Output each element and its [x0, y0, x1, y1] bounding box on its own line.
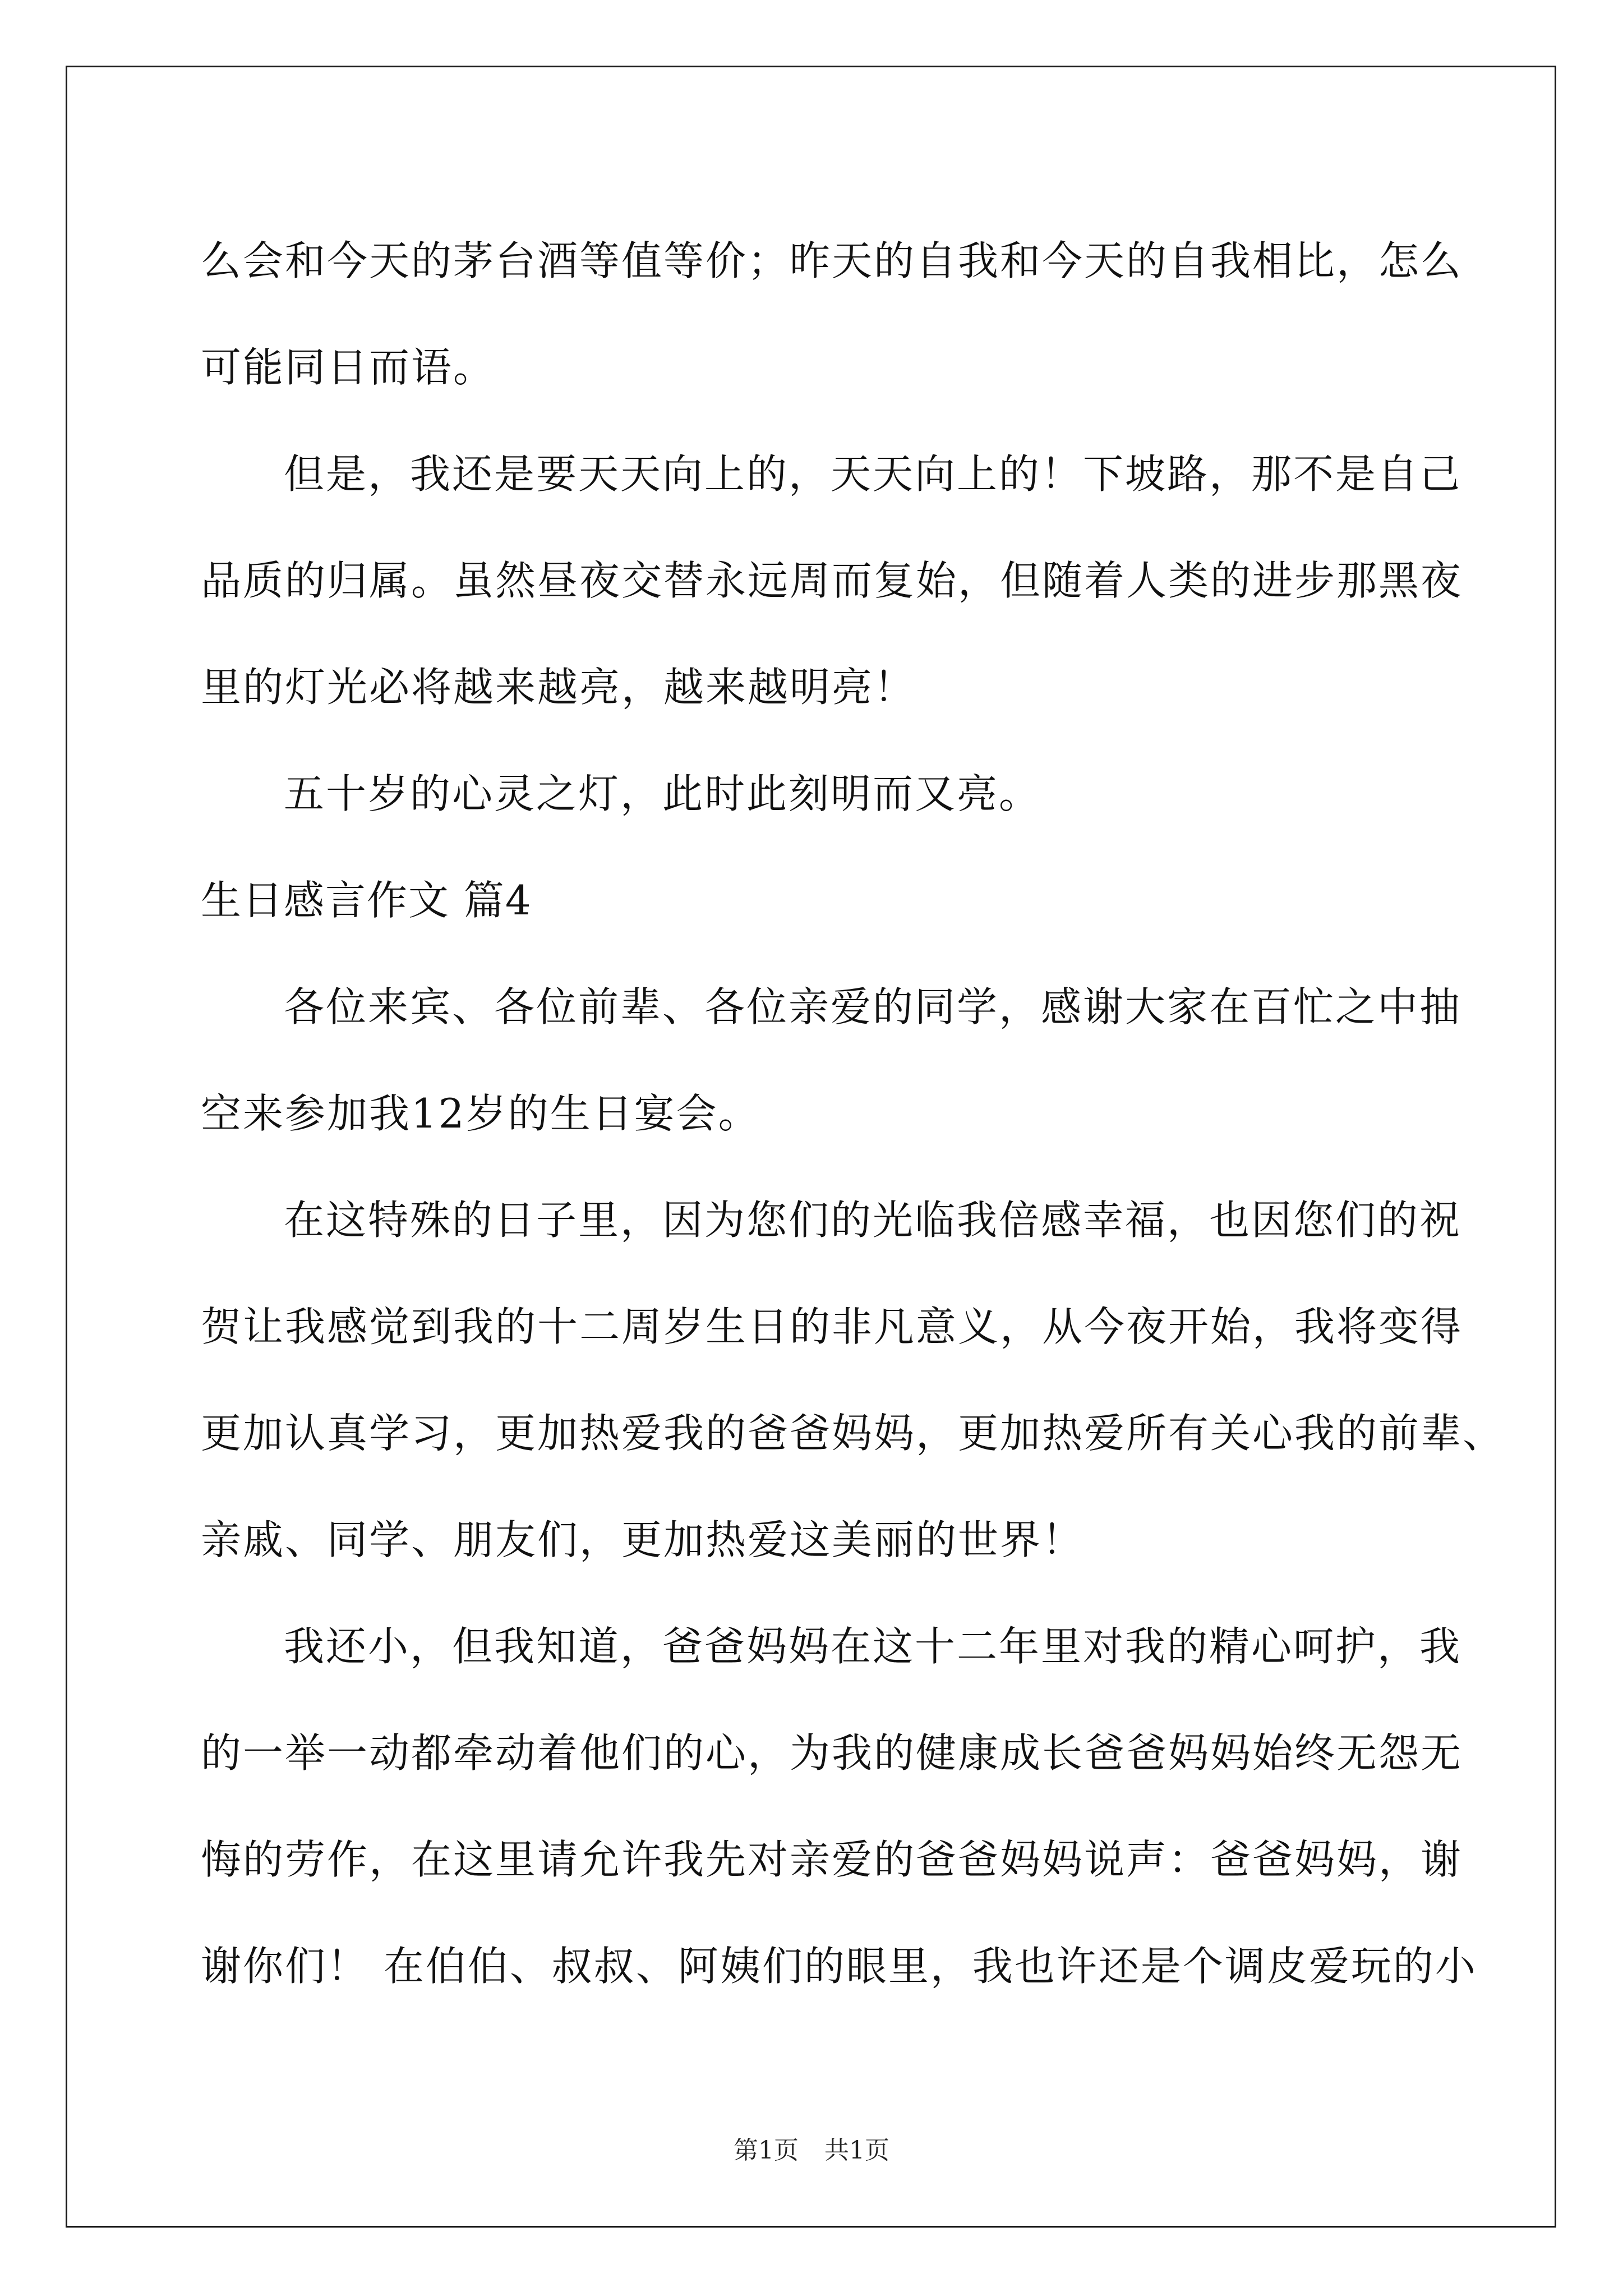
text-line: 五十岁的心灵之灯，此时此刻明而又亮。 — [284, 770, 1041, 817]
text-line: 亲戚、同学、朋友们，更加热爱这美丽的世界！ — [201, 1516, 1085, 1563]
text-line: 各位来宾、各位前辈、各位亲爱的同学，感谢大家在百忙之中抽 — [284, 983, 1462, 1030]
text-line: 空来参加我12岁的生日宴会。 — [201, 1090, 760, 1137]
text-line: 的一举一动都牵动着他们的心，为我的健康成长爸爸妈妈始终无怨无 — [201, 1729, 1463, 1777]
text-line: 可能同日而语。 — [201, 344, 496, 391]
text-line: 品质的归属。虽然昼夜交替永远周而复始，但随着人类的进步那黑夜 — [201, 557, 1463, 604]
text-line: 在这特殊的日子里，因为您们的光临我倍感幸福，也因您们的祝 — [284, 1197, 1462, 1244]
text-line: 悔的劳作，在这里请允许我先对亲爱的爸爸妈妈说声：爸爸妈妈，谢 — [201, 1836, 1463, 1883]
page-number: 第1页 — [734, 2136, 799, 2165]
page-total: 共1页 — [824, 2136, 889, 2165]
text-line: 更加认真学习，更加热爱我的爸爸妈妈，更加热爱所有关心我的前辈、 — [201, 1410, 1505, 1457]
text-line: 么会和今天的茅台酒等值等价；昨天的自我和今天的自我相比，怎么 — [201, 237, 1463, 284]
text-line: 但是，我还是要天天向上的，天天向上的！下坡路，那不是自己 — [284, 450, 1462, 498]
section-heading: 生日感言作文 篇4 — [201, 877, 532, 924]
text-line: 贺让我感觉到我的十二周岁生日的非凡意义，从今夜开始，我将变得 — [201, 1303, 1463, 1350]
text-line: 我还小，但我知道，爸爸妈妈在这十二年里对我的精心呵护，我 — [284, 1623, 1462, 1670]
page-footer — [0, 2134, 1623, 2168]
text-line: 谢你们！ 在伯伯、叔叔、阿姨们的眼里，我也许还是个调皮爱玩的小 — [201, 1943, 1477, 1990]
text-line: 里的灯光必将越来越亮，越来越明亮！ — [201, 664, 916, 711]
document-body — [201, 208, 1505, 2019]
